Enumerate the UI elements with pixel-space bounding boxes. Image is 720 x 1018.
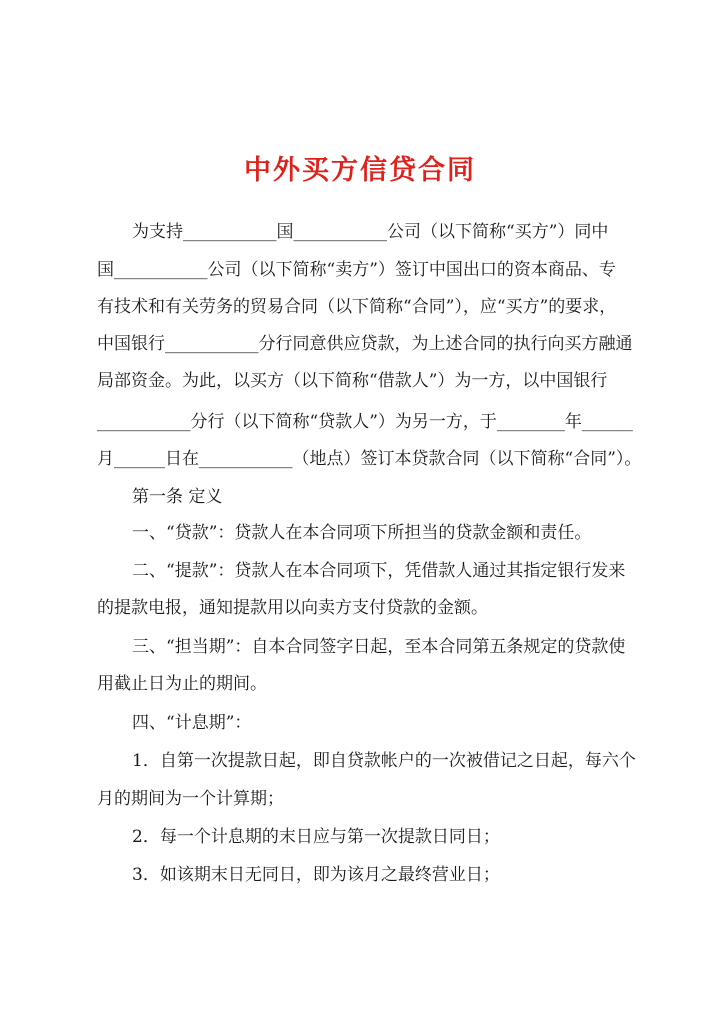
list-item-line: 2．每一个计息期的末日应与第一次提款日同日； — [132, 827, 500, 847]
list-item-line: 1．自第一次提款日起，即自贷款帐户的一次被借记之日起，每六个 — [132, 751, 636, 771]
paragraph-line: 为支持___________国___________公司（以下简称“买方”）同中 — [132, 222, 609, 242]
paragraph-line: 有技术和有关劳务的贸易合同（以下简称“合同”），应“买方”的要求， — [97, 297, 617, 317]
list-item-line: 月的期间为一个计算期； — [97, 789, 284, 809]
paragraph-line: ___________分行（以下简称“贷款人”）为另一方，于________年______ — [97, 412, 633, 432]
paragraph-line: 月______日在___________（地点）签订本贷款合同（以下简称“合同”）。 — [97, 449, 642, 469]
definition-line: 三、“担当期”：自本合同签字日起，至本合同第五条规定的贷款使 — [132, 637, 626, 657]
document-title: 中外买方信贷合同 — [244, 155, 476, 186]
definition-line: 用截止日为止的期间。 — [97, 674, 267, 694]
section-heading: 第一条 定义 — [132, 487, 223, 507]
definition-line: 二、“提款”：贷款人在本合同项下，凭借款人通过其指定银行发来 — [132, 561, 626, 581]
definition-line: 四、“计息期”： — [132, 713, 252, 733]
paragraph-line: 中国银行___________分行同意供应贷款，为上述合同的执行向买方融通 — [97, 334, 633, 354]
paragraph-line: 国___________公司（以下简称“卖方”）签订中国出口的资本商品、专 — [97, 260, 616, 280]
definition-line: 的提款电报，通知提款用以向卖方支付贷款的金额。 — [97, 598, 488, 618]
paragraph-line: 局部资金。为此，以买方（以下简称“借款人”）为一方，以中国银行 — [97, 371, 608, 391]
list-item-line: 3．如该期末日无同日，即为该月之最终营业日； — [132, 865, 500, 885]
definition-line: 一、“贷款”：贷款人在本合同项下所担当的贷款金额和责任。 — [132, 523, 592, 543]
